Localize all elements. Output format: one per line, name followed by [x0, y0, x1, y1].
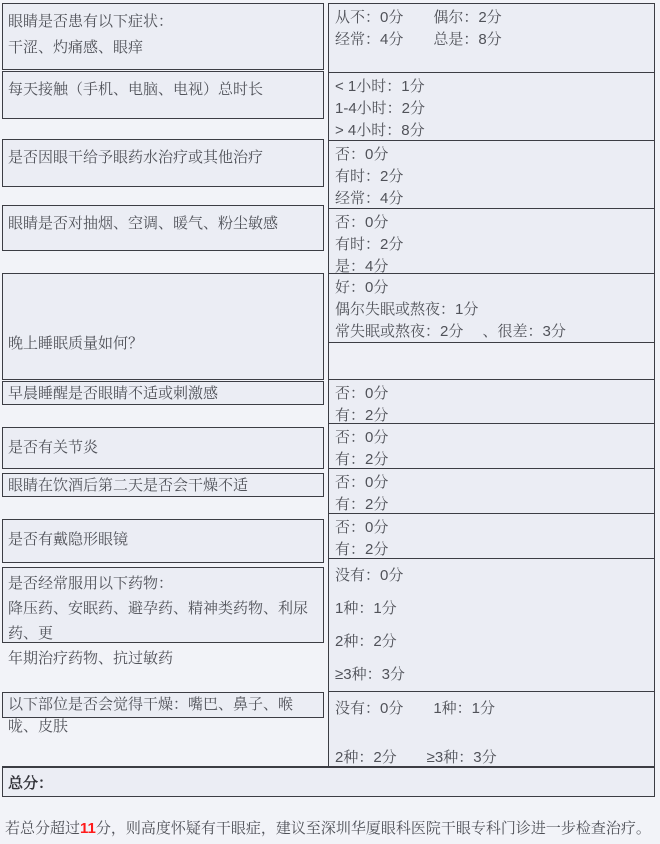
option-line: 2种：2分 ≥3种：3分 — [335, 749, 497, 766]
score-threshold: 11 — [80, 820, 96, 837]
question-cell — [2, 3, 324, 70]
option-line: 从不：0分 偶尔：2分 — [335, 9, 502, 26]
question-line: 眼睛在饮酒后第二天是否会干燥不适 — [8, 477, 249, 494]
option-line: 否：0分 — [335, 146, 389, 163]
question-line: 干涩、灼痛感、眼痒 — [8, 39, 144, 56]
option-line: 经常：4分 总是：8分 — [335, 31, 502, 48]
option-line: 否：0分 — [335, 519, 389, 536]
question-cell — [2, 473, 324, 497]
option-line: 常失眠或熬夜：2分 、很差：3分 — [335, 323, 566, 340]
question-cell — [2, 139, 324, 187]
options-cell — [329, 559, 654, 692]
question-cell — [2, 692, 324, 735]
total-label: 总分： — [8, 775, 54, 792]
options-cell — [329, 469, 654, 514]
question-line: 眼睛是否患有以下症状： — [8, 13, 174, 30]
options-cell — [329, 692, 654, 768]
option-line: 2种：2分 — [335, 633, 397, 650]
question-line: 降压药、安眠药、避孕药、精神类药物、利尿药、更 — [8, 600, 309, 642]
option-line: 否：0分 — [335, 214, 389, 231]
question-cell — [2, 427, 324, 469]
options-cell — [329, 380, 654, 424]
question-line: 眼睛是否对抽烟、空调、暖气、粉尘敏感 — [8, 215, 279, 232]
option-line: 没有：0分 — [335, 567, 404, 584]
options-cell-empty — [329, 343, 654, 380]
option-line: 有：2分 — [335, 541, 389, 558]
options-cell — [329, 514, 654, 559]
question-line: 是否因眼干给予眼药水治疗或其他治疗 — [8, 149, 264, 166]
question-line: 晚上睡眠质量如何？ — [8, 335, 144, 352]
question-cell — [2, 273, 324, 380]
option-line: 经常：4分 — [335, 190, 404, 207]
option-line: ≥3种：3分 — [335, 666, 405, 683]
option-line: 有时：2分 — [335, 236, 404, 253]
question-line: 每天接触（手机、电脑、电视）总时长 — [8, 81, 264, 98]
option-line: 好：0分 — [335, 279, 389, 296]
option-line: > 4小时：8分 — [335, 122, 425, 139]
options-cell — [329, 209, 654, 274]
question-line: 早晨睡醒是否眼睛不适或刺激感 — [8, 385, 219, 402]
footer-text-after: 分，则高度怀疑有干眼症，建议至深圳华厦眼科医院干眼专科门诊进一步检查治疗。 — [95, 820, 651, 837]
footer-note — [5, 818, 655, 840]
option-line: 没有：0分 1种：1分 — [335, 700, 496, 717]
option-line: 1-4小时：2分 — [335, 100, 426, 117]
question-cell — [2, 567, 324, 667]
options-cell — [329, 4, 654, 73]
score-total-row — [2, 766, 655, 797]
options-column — [328, 3, 655, 769]
footer-text-before: 若总分超过 — [5, 820, 81, 837]
option-line: 否：0分 — [335, 385, 389, 402]
option-line: 有时：2分 — [335, 168, 404, 185]
question-line: 是否有戴隐形眼镜 — [8, 531, 129, 548]
options-cell — [329, 274, 654, 343]
options-cell — [329, 73, 654, 141]
question-line: 年期治疗药物、抗过敏药 — [8, 650, 174, 667]
option-line: 1种：1分 — [335, 600, 397, 617]
question-line: 是否经常服用以下药物： — [8, 575, 174, 592]
question-line: 以下部位是否会觉得干燥：嘴巴、鼻子、喉咙、皮肤 — [8, 696, 294, 735]
option-line: < 1小时：1分 — [335, 78, 425, 95]
question-cell — [2, 71, 324, 119]
option-line: 有：2分 — [335, 407, 389, 424]
option-line: 有：2分 — [335, 451, 389, 468]
question-line: 是否有关节炎 — [8, 439, 99, 456]
question-cell — [2, 205, 324, 251]
option-line: 有：2分 — [335, 496, 389, 513]
option-line: 否：0分 — [335, 429, 389, 446]
option-line: 是：4分 — [335, 258, 389, 274]
option-line: 否：0分 — [335, 474, 389, 491]
question-cell — [2, 519, 324, 563]
question-cell — [2, 381, 324, 405]
options-cell — [329, 424, 654, 469]
option-line: 偶尔失眠或熬夜：1分 — [335, 301, 479, 318]
options-cell — [329, 141, 654, 209]
